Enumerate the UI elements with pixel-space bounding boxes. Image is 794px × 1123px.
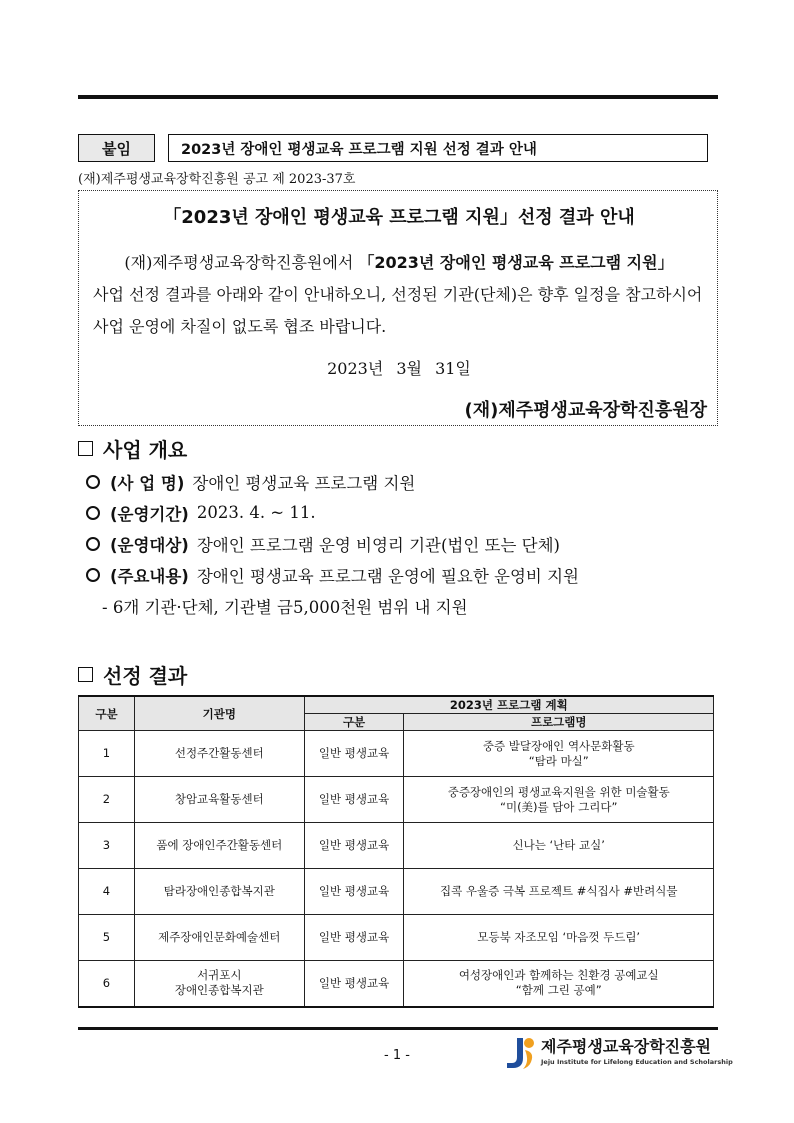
cell-type: 일반 평생교육 [304, 961, 404, 1007]
overview-item [86, 528, 726, 559]
cell-org: 창암교육활동센터 [134, 777, 304, 823]
cell-no: 5 [79, 915, 135, 961]
overview-item [86, 497, 726, 528]
announcement-date: 2023년 3월 31일 [327, 359, 471, 378]
item-value: 장애인 프로그램 운영 비영리 기관(법인 또는 단체) [196, 535, 560, 555]
announcement-program-name: 「2023년 장애인 평생교육 프로그램 지원」 [358, 253, 674, 272]
cell-program: 모등북 자조모임 ‘마음껏 두드림’ [404, 915, 714, 961]
overview-item [86, 559, 726, 590]
item-value: 2023. 4. ~ 11. [196, 503, 316, 522]
cell-no: 2 [79, 777, 135, 823]
top-rule [78, 95, 718, 99]
header-no: 구분 [79, 696, 135, 731]
circle-bullet-icon [86, 475, 100, 489]
item-label: (운영대상) [110, 535, 189, 555]
logo-english-name: Jeju Institute for Lifelong Education and Scholarship [541, 1058, 733, 1066]
cell-no: 1 [79, 731, 135, 777]
announcement-signer: (재)제주평생교육장학진흥원장 [464, 400, 707, 421]
table-row [79, 731, 714, 777]
cell-no: 4 [79, 869, 135, 915]
results-heading [78, 660, 187, 689]
cell-program: 중증장애인의 평생교육지원을 위한 미술활동 “미(美)를 담아 그리다” [404, 777, 714, 823]
item-label: (사 업 명) [110, 473, 185, 493]
cell-type: 일반 평생교육 [304, 915, 404, 961]
table-row [79, 777, 714, 823]
item-value: 장애인 평생교육 프로그램 운영에 필요한 운영비 지원 [196, 566, 579, 586]
cell-program: 집콕 우울증 극복 프로젝트 #식집사 #반려식물 [404, 869, 714, 915]
announcement-heading: 「2023년 장애인 평생교육 프로그램 지원」선정 결과 안내 [163, 207, 635, 228]
header-program: 프로그램명 [404, 714, 714, 731]
cell-program: 신나는 ‘난타 교실’ [404, 823, 714, 869]
cell-program: 중증 발달장애인 역사문화활동 “탐라 마실” [404, 731, 714, 777]
announcement-prefix: (재)제주평생교육장학진흥원에서 [124, 253, 359, 272]
notice-number: (재)제주평생교육장학진흥원 공고 제 2023-37호 [78, 172, 356, 187]
overview-heading [78, 434, 187, 463]
attachment-title: 2023년 장애인 평생교육 프로그램 지원 선정 결과 안내 [168, 134, 708, 162]
cell-org: 서귀포시 장애인종합복지관 [134, 961, 304, 1007]
cell-org: 제주장애인문화예술센터 [134, 915, 304, 961]
circle-bullet-icon [86, 568, 100, 582]
logo-name: 제주평생교육장학진흥원 [541, 1037, 712, 1056]
table-row [79, 961, 714, 1007]
item-label: (주요내용) [110, 566, 189, 586]
cell-no: 3 [79, 823, 135, 869]
institute-logo [503, 1034, 733, 1074]
logo-mark-icon [503, 1034, 537, 1072]
cell-org: 선정주간활동센터 [134, 731, 304, 777]
cell-no: 6 [79, 961, 135, 1007]
announcement-body [93, 247, 705, 343]
header-type: 구분 [304, 714, 404, 731]
cell-type: 일반 평생교육 [304, 777, 404, 823]
page-number: - 1 - [384, 1048, 410, 1063]
header-org: 기관명 [134, 696, 304, 731]
cell-type: 일반 평생교육 [304, 731, 404, 777]
overview-heading-text: 사업 개요 [103, 438, 188, 462]
overview-item [86, 466, 726, 497]
cell-org: 품에 장애인주간활동센터 [134, 823, 304, 869]
cell-type: 일반 평생교육 [304, 823, 404, 869]
announcement-box [78, 190, 718, 426]
circle-bullet-icon [86, 506, 100, 520]
announcement-text: 사업 선정 결과를 아래와 같이 안내하오니, 선정된 기관(단체)은 향후 일정을 참고하시어 사업 운영에 차질이 없도록 협조 바랍니다. [93, 285, 703, 336]
square-bullet-icon [78, 441, 93, 456]
results-table [78, 695, 714, 1008]
cell-program: 여성장애인과 함께하는 친환경 공예교실 “함께 그린 공예” [404, 961, 714, 1007]
overview-list [86, 466, 726, 621]
cell-type: 일반 평생교육 [304, 869, 404, 915]
circle-bullet-icon [86, 537, 100, 551]
table-row [79, 823, 714, 869]
overview-sub-item: - 6개 기관·단체, 기관별 금5,000천원 범위 내 지원 [102, 597, 468, 617]
announcement-line-1 [93, 247, 705, 279]
attachment-header [78, 134, 710, 162]
item-value: 장애인 평생교육 프로그램 지원 [192, 473, 416, 493]
attachment-tag: 붙임 [78, 134, 155, 162]
item-label: (운영기간) [110, 504, 189, 524]
cell-org: 탐라장애인종합복지관 [134, 869, 304, 915]
square-bullet-icon [78, 667, 93, 682]
results-heading-text: 선정 결과 [103, 664, 188, 688]
table-row [79, 869, 714, 915]
bottom-rule [78, 1027, 718, 1030]
table-row [79, 915, 714, 961]
header-plan: 2023년 프로그램 계획 [304, 696, 713, 714]
